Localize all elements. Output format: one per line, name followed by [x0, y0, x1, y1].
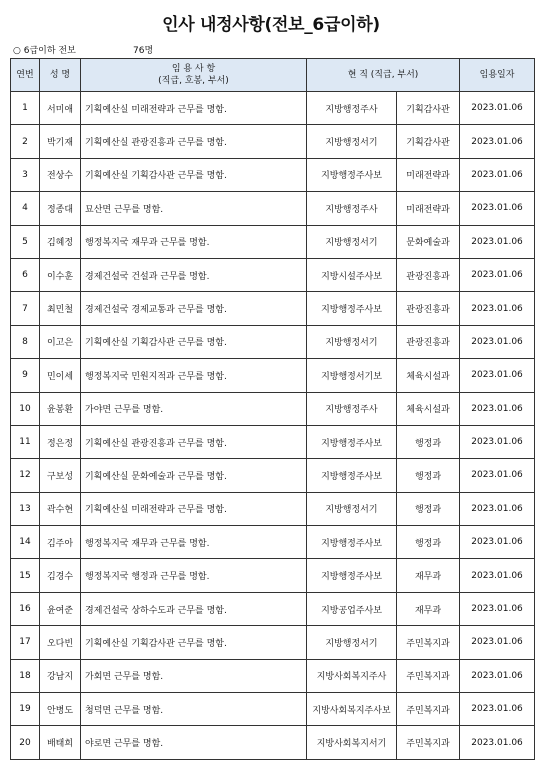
table-row [11, 92, 535, 125]
row-appointment: 경제건설국 상하수도과 근무를 명함. [81, 592, 307, 625]
header-date: 임용일자 [460, 59, 535, 92]
row-appointment: 기획예산실 기획감사관 근무를 명함. [81, 325, 307, 358]
row-appointment: 기획예산실 미래전략과 근무를 명함. [81, 92, 307, 125]
row-current-dept: 관광진흥과 [397, 325, 460, 358]
row-current-grade: 지방행정서기 [307, 125, 397, 158]
row-current-dept: 재무과 [397, 592, 460, 625]
row-name: 민이세 [40, 359, 81, 392]
row-number: 19 [11, 693, 40, 726]
row-current-dept: 관광진흥과 [397, 258, 460, 291]
row-current-grade: 지방행정주사보 [307, 158, 397, 191]
summary-label: ○ 6급이하 전보 [13, 46, 76, 56]
table-row [11, 292, 535, 325]
row-date: 2023.01.06 [460, 592, 535, 625]
row-name: 서미애 [40, 92, 81, 125]
row-number: 4 [11, 192, 40, 225]
table-row [11, 359, 535, 392]
row-name: 김경수 [40, 559, 81, 592]
row-number: 11 [11, 425, 40, 458]
row-name: 곽수현 [40, 492, 81, 525]
row-appointment: 묘산면 근무를 명함. [81, 192, 307, 225]
row-date: 2023.01.06 [460, 425, 535, 458]
header-name: 성 명 [40, 59, 81, 92]
row-name: 배태희 [40, 726, 81, 759]
row-number: 14 [11, 526, 40, 559]
row-current-dept: 행정과 [397, 492, 460, 525]
table-row [11, 459, 535, 492]
table-row [11, 192, 535, 225]
row-current-grade: 지방행정주사 [307, 392, 397, 425]
row-current-dept: 행정과 [397, 459, 460, 492]
row-appointment: 기획예산실 관광진흥과 근무를 명함. [81, 125, 307, 158]
header-appointment [81, 59, 307, 92]
row-number: 6 [11, 258, 40, 291]
row-appointment: 행정복지국 재무과 근무를 명함. [81, 526, 307, 559]
row-current-grade: 지방행정서기 [307, 492, 397, 525]
personnel-table [10, 58, 535, 760]
row-name: 김혜정 [40, 225, 81, 258]
row-appointment: 행정복지국 민원지적과 근무를 명함. [81, 359, 307, 392]
table-row [11, 158, 535, 191]
row-number: 12 [11, 459, 40, 492]
table-body [11, 92, 535, 760]
row-appointment: 기획예산실 관광진흥과 근무를 명함. [81, 425, 307, 458]
row-date: 2023.01.06 [460, 492, 535, 525]
row-appointment: 행정복지국 재무과 근무를 명함. [81, 225, 307, 258]
row-date: 2023.01.06 [460, 559, 535, 592]
row-appointment: 경제건설국 경제교통과 근무를 명함. [81, 292, 307, 325]
row-current-grade: 지방행정주사 [307, 192, 397, 225]
row-current-dept: 주민복지과 [397, 726, 460, 759]
row-date: 2023.01.06 [460, 225, 535, 258]
row-date: 2023.01.06 [460, 258, 535, 291]
table-row [11, 225, 535, 258]
row-current-grade: 지방행정주사보 [307, 459, 397, 492]
table-row [11, 659, 535, 692]
summary-count: 76명 [133, 46, 154, 56]
row-name: 전상수 [40, 158, 81, 191]
row-current-grade: 지방사회복지주사보 [307, 693, 397, 726]
row-appointment: 기획예산실 기획감사관 근무를 명함. [81, 626, 307, 659]
row-current-grade: 지방행정서기보 [307, 359, 397, 392]
row-current-grade: 지방행정서기 [307, 325, 397, 358]
row-current-dept: 주민복지과 [397, 626, 460, 659]
row-number: 1 [11, 92, 40, 125]
row-current-grade: 지방행정주사보 [307, 526, 397, 559]
table-row [11, 526, 535, 559]
row-number: 3 [11, 158, 40, 191]
row-number: 5 [11, 225, 40, 258]
row-name: 김주아 [40, 526, 81, 559]
row-number: 10 [11, 392, 40, 425]
row-name: 이고은 [40, 325, 81, 358]
row-date: 2023.01.06 [460, 659, 535, 692]
row-number: 2 [11, 125, 40, 158]
row-current-dept: 미래전략과 [397, 158, 460, 191]
row-current-grade: 지방행정주사 [307, 92, 397, 125]
row-date: 2023.01.06 [460, 526, 535, 559]
row-date: 2023.01.06 [460, 359, 535, 392]
row-current-dept: 기획감사관 [397, 125, 460, 158]
table-row [11, 325, 535, 358]
row-date: 2023.01.06 [460, 626, 535, 659]
row-current-grade: 지방사회복지주사 [307, 659, 397, 692]
row-date: 2023.01.06 [460, 392, 535, 425]
row-current-dept: 재무과 [397, 559, 460, 592]
row-date: 2023.01.06 [460, 158, 535, 191]
table-row [11, 392, 535, 425]
row-name: 오다빈 [40, 626, 81, 659]
row-number: 16 [11, 592, 40, 625]
document-title: 인사 내정사항(전보_6급이하) [162, 15, 380, 35]
row-current-grade: 지방행정주사보 [307, 559, 397, 592]
row-date: 2023.01.06 [460, 459, 535, 492]
row-current-grade: 지방사회복지서기 [307, 726, 397, 759]
row-date: 2023.01.06 [460, 125, 535, 158]
row-current-dept: 주민복지과 [397, 659, 460, 692]
row-current-grade: 지방행정서기 [307, 225, 397, 258]
row-date: 2023.01.06 [460, 292, 535, 325]
row-date: 2023.01.06 [460, 192, 535, 225]
row-current-dept: 관광진흥과 [397, 292, 460, 325]
row-current-grade: 지방시설주사보 [307, 258, 397, 291]
row-name: 윤봉환 [40, 392, 81, 425]
row-name: 정은정 [40, 425, 81, 458]
row-current-dept: 문화예술과 [397, 225, 460, 258]
header-no: 연번 [11, 59, 40, 92]
row-current-dept: 체육시설과 [397, 359, 460, 392]
row-name: 박기재 [40, 125, 81, 158]
table-row [11, 726, 535, 759]
table-row [11, 492, 535, 525]
row-number: 20 [11, 726, 40, 759]
row-appointment: 청덕면 근무를 명함. [81, 693, 307, 726]
header-current: 현 직 (직급, 부서) [307, 59, 460, 92]
row-number: 8 [11, 325, 40, 358]
row-number: 17 [11, 626, 40, 659]
summary-line [13, 43, 154, 56]
row-current-grade: 지방행정주사보 [307, 292, 397, 325]
row-appointment: 기획예산실 문화예술과 근무를 명함. [81, 459, 307, 492]
row-appointment: 가회면 근무를 명함. [81, 659, 307, 692]
row-name: 이수훈 [40, 258, 81, 291]
row-current-grade: 지방공업주사보 [307, 592, 397, 625]
row-date: 2023.01.06 [460, 693, 535, 726]
row-number: 18 [11, 659, 40, 692]
table-row [11, 592, 535, 625]
table-row [11, 258, 535, 291]
table-row [11, 693, 535, 726]
row-number: 9 [11, 359, 40, 392]
row-appointment: 기획예산실 기획감사관 근무를 명함. [81, 158, 307, 191]
row-appointment: 기획예산실 미래전략과 근무를 명함. [81, 492, 307, 525]
row-appointment: 가야면 근무를 명함. [81, 392, 307, 425]
header-appointment-line2: (직급, 호봉, 부서) [158, 76, 229, 86]
table-row [11, 626, 535, 659]
row-current-grade: 지방행정서기 [307, 626, 397, 659]
row-name: 강남지 [40, 659, 81, 692]
row-current-dept: 행정과 [397, 425, 460, 458]
row-number: 7 [11, 292, 40, 325]
row-name: 안병도 [40, 693, 81, 726]
row-name: 정종대 [40, 192, 81, 225]
row-number: 15 [11, 559, 40, 592]
row-current-dept: 행정과 [397, 526, 460, 559]
row-name: 최민철 [40, 292, 81, 325]
row-current-dept: 기획감사관 [397, 92, 460, 125]
row-current-dept: 주민복지과 [397, 693, 460, 726]
row-name: 윤여준 [40, 592, 81, 625]
table-row [11, 425, 535, 458]
table-header [11, 59, 535, 92]
row-appointment: 경제건설국 건설과 근무를 명함. [81, 258, 307, 291]
table-row [11, 125, 535, 158]
row-current-dept: 체육시설과 [397, 392, 460, 425]
row-date: 2023.01.06 [460, 726, 535, 759]
row-date: 2023.01.06 [460, 92, 535, 125]
row-date: 2023.01.06 [460, 325, 535, 358]
row-current-dept: 미래전략과 [397, 192, 460, 225]
table-row [11, 559, 535, 592]
row-number: 13 [11, 492, 40, 525]
header-appointment-line1: 임 용 사 항 [171, 64, 216, 74]
row-appointment: 행정복지국 행정과 근무를 명함. [81, 559, 307, 592]
row-appointment: 야로면 근무를 명함. [81, 726, 307, 759]
row-name: 구보성 [40, 459, 81, 492]
row-current-grade: 지방행정주사보 [307, 425, 397, 458]
